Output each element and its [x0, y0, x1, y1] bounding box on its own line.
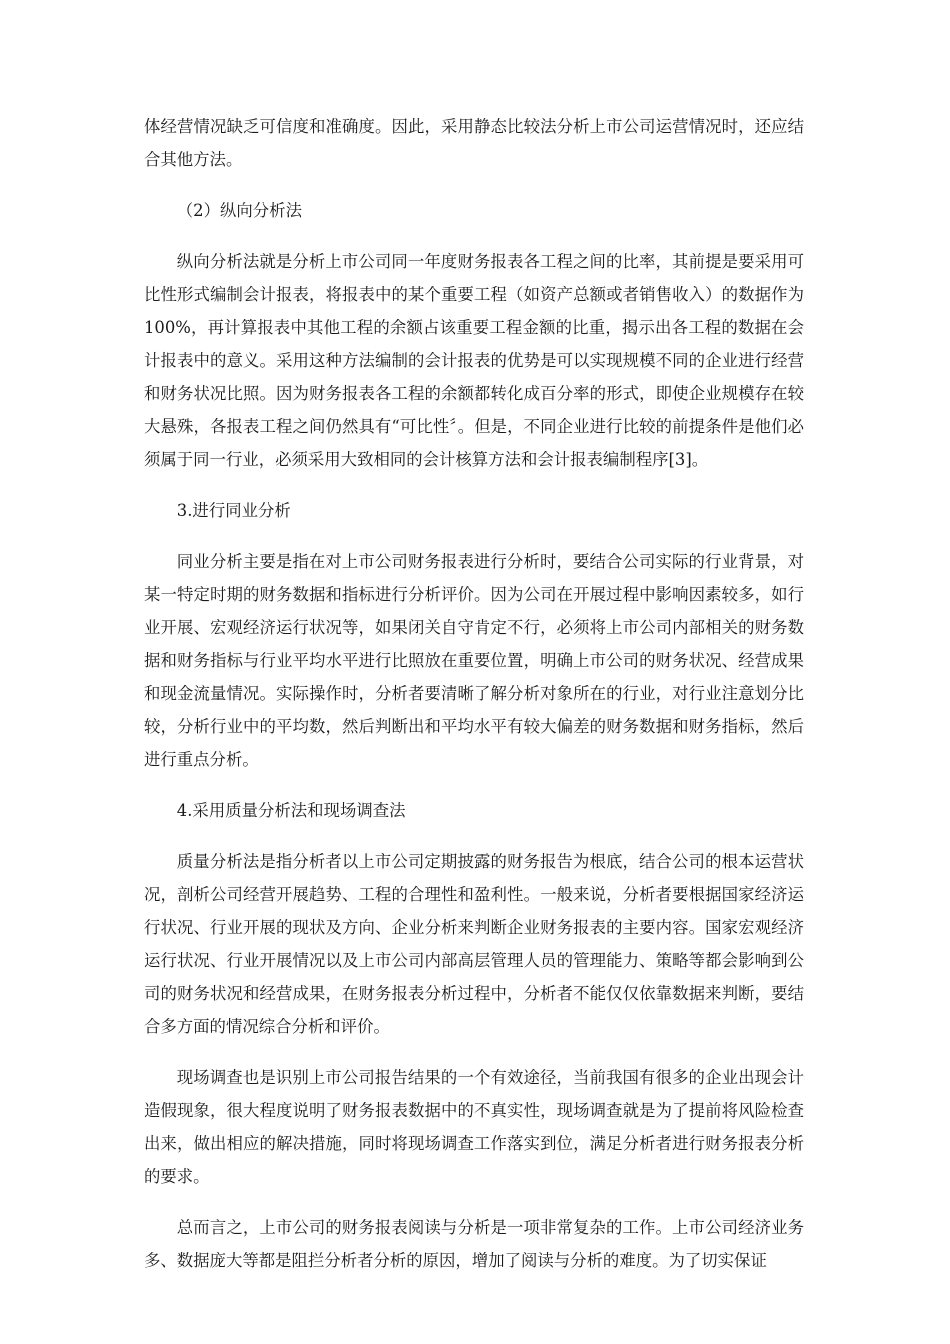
paragraph-quality-analysis: 质量分析法是指分析者以上市公司定期披露的财务报告为根底，结合公司的根本运营状况，剖析公司经营开展趋势、工程的合理性和盈利性。一般来说，分析者要根据国家经济运行状况、行业开展的现状及方向、企业分析来判断企业财务报表的主要内容。国家宏观经济运行状况、行业开展情况以及上市公司内部高层管理人员的管理能力、策略等都会影响到公司的财务状况和经营成果，在财务报表分析过程中，分析者不能仅仅依靠数据来判断，要结合多方面的情况综合分析和评价。 [144, 852, 804, 1036]
document-body [144, 110, 804, 1295]
paragraph-vertical-analysis: 纵向分析法就是分析上市公司同一年度财务报表各工程之间的比率，其前提是要采用可比性形式编制会计报表，将报表中的某个重要工程（如资产总额或者销售收入）的数据作为100%，再计算报表中其他工程的余额占该重要工程金额的比重，揭示出各工程的数据在会计报表中的意义。采用这种方法编制的会计报表的优势是可以实现规模不同的企业进行经营和财务状况比照。因为财务报表各工程的余额都转化成百分率的形式，即使企业规模存在较大悬殊，各报表工程之间仍然具有“可比性〞。但是，不同企业进行比较的前提条件是他们必须属于同一行业，必须采用大致相同的会计核算方法和会计报表编制程序[3]。 [144, 252, 804, 469]
paragraph-industry-analysis: 同业分析主要是指在对上市公司财务报表进行分析时，要结合公司实际的行业背景，对某一特定时期的财务数据和指标进行分析评价。因为公司在开展过程中影响因素较多，如行业开展、宏观经济运行状况等，如果闭关自守肯定不行，必须将上市公司内部相关的财务数据和财务指标与行业平均水平进行比照放在重要位置，明确上市公司的财务状况、经营成果和现金流量情况。实际操作时，分析者要清晰了解分析对象所在的行业，对行业注意划分比较，分析行业中的平均数，然后判断出和平均水平有较大偏差的财务数据和财务指标，然后进行重点分析。 [144, 552, 804, 769]
section-heading-vertical-analysis: （2）纵向分析法 [176, 201, 302, 220]
section-heading-industry-analysis: 3.进行同业分析 [176, 501, 291, 520]
paragraph-field-survey: 现场调查也是识别上市公司报告结果的一个有效途径，当前我国有很多的企业出现会计造假现象，很大程度说明了财务报表数据中的不真实性，现场调查就是为了提前将风险检查出来，做出相应的解决措施，同时将现场调查工作落实到位，满足分析者进行财务报表分析的要求。 [144, 1068, 804, 1186]
paragraph-continuation: 体经营情况缺乏可信度和准确度。因此，采用静态比较法分析上市公司运营情况时，还应结合其他方法。 [144, 117, 804, 169]
section-heading-quality-and-field-survey: 4.采用质量分析法和现场调查法 [176, 801, 406, 820]
paragraph-conclusion: 总而言之，上市公司的财务报表阅读与分析是一项非常复杂的工作。上市公司经济业务多、数据庞大等都是阻拦分析者分析的原因，增加了阅读与分析的难度。为了切实保证 [144, 1218, 804, 1270]
